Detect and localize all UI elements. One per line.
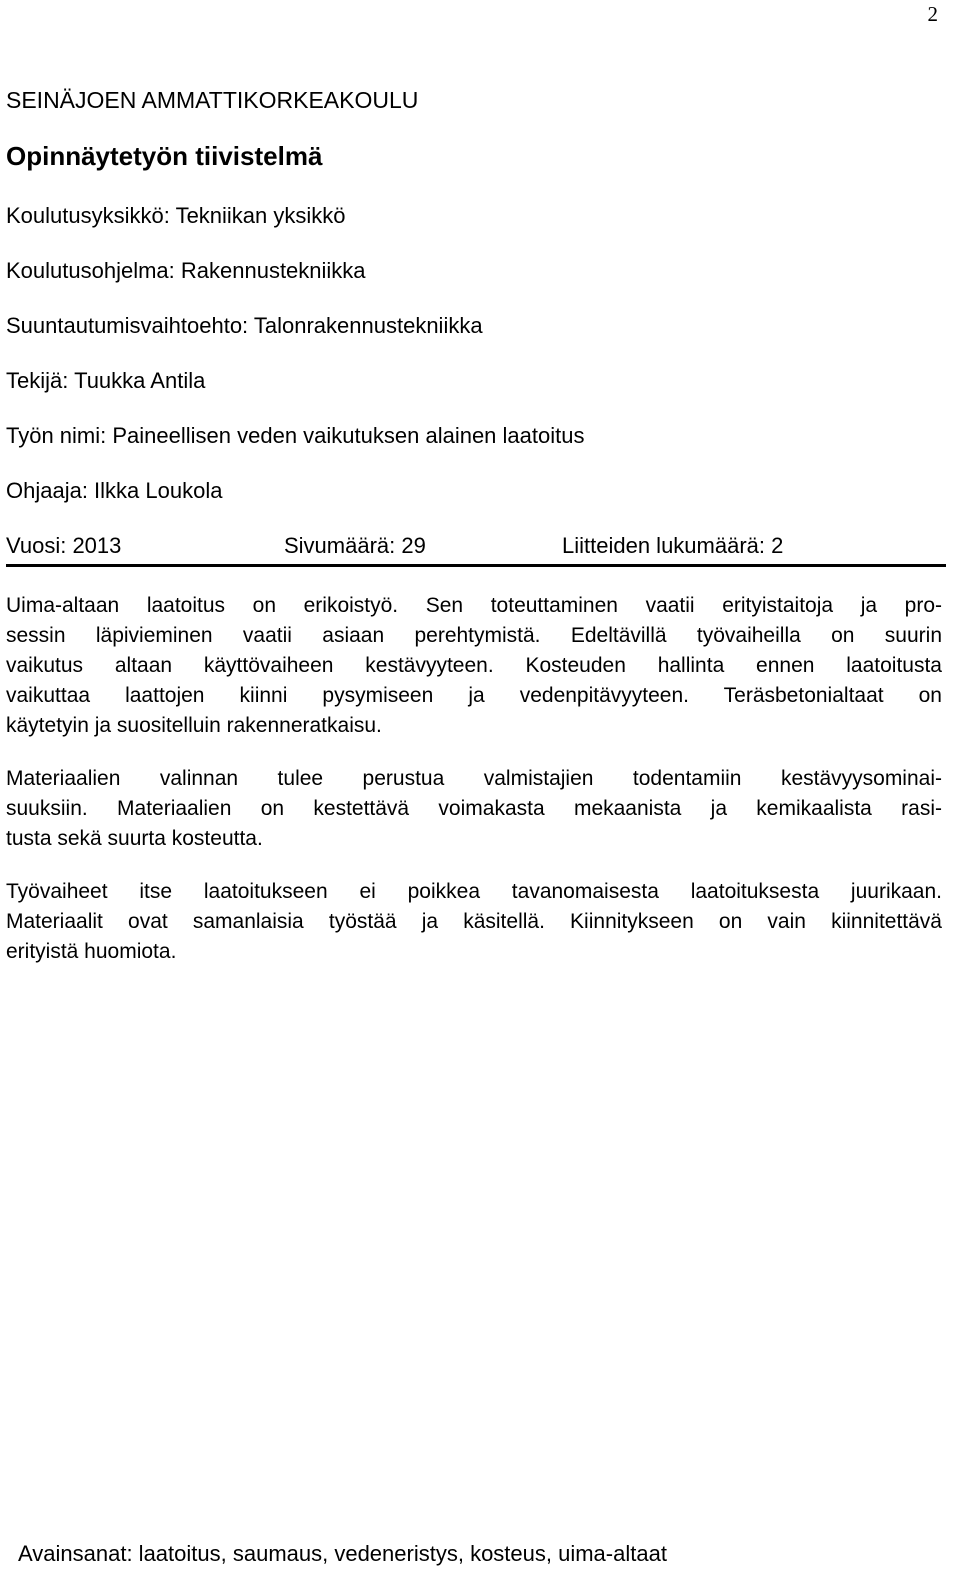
stat-pages: Sivumäärä: 29	[284, 533, 426, 558]
abstract-line: suuksiin. Materiaalien on kestettävä voimakasta mekaanista ja kemikaalista rasi-	[6, 797, 942, 820]
abstract-line: erityistä huomiota.	[6, 940, 177, 963]
abstract-line: vaikutus altaan käyttövaiheen kestävyyteen. Kosteuden hallinta ennen laatoitusta	[6, 654, 942, 677]
keywords: Avainsanat: laatoitus, saumaus, vedeneristys, kosteus, uima-altaat	[18, 1541, 667, 1566]
abstract-line: Materiaalit ovat samanlaisia työstää ja käsitellä. Kiinnitykseen on vain kiinnitettävä	[6, 910, 942, 933]
field-supervisor: Ohjaaja: Ilkka Loukola	[6, 478, 223, 503]
stats-row	[6, 533, 946, 559]
abstract-line: tusta sekä suurta kosteutta.	[6, 827, 263, 850]
field-specialisation: Suuntautumisvaihtoehto: Talonrakennustekniikka	[6, 313, 483, 338]
abstract-line: vaikuttaa laattojen kiinni pysymiseen ja vedenpitävyyteen. Teräsbetonialtaat on	[6, 684, 942, 707]
abstract-line: sessin läpivieminen vaatii asiaan perehtymistä. Edeltävillä työvaiheilla on suurin	[6, 624, 942, 647]
page-number: 2	[927, 2, 938, 26]
stat-appendices: Liitteiden lukumäärä: 2	[562, 533, 784, 558]
field-author: Tekijä: Tuukka Antila	[6, 368, 206, 393]
abstract-paragraph-3	[6, 877, 942, 967]
school-name: SEINÄJOEN AMMATTIKORKEAKOULU	[6, 87, 419, 113]
abstract-paragraph-1	[6, 591, 942, 741]
page-title: Opinnäytetyön tiivistelmä	[6, 141, 323, 171]
abstract-line: Materiaalien valinnan tulee perustua valmistajien todentamiin kestävyysominai-	[6, 767, 942, 790]
field-unit: Koulutusyksikkö: Tekniikan yksikkö	[6, 203, 346, 228]
field-programme: Koulutusohjelma: Rakennustekniikka	[6, 258, 366, 283]
abstract-paragraph-2	[6, 764, 942, 854]
abstract-line: Uima-altaan laatoitus on erikoistyö. Sen toteuttaminen vaatii erityistaitoja ja pro-	[6, 594, 942, 617]
stat-year: Vuosi: 2013	[6, 533, 122, 558]
field-work-name: Työn nimi: Paineellisen veden vaikutuksen alainen laatoitus	[6, 423, 585, 448]
abstract-line: käytetyin ja suositelluin rakenneratkaisu.	[6, 714, 382, 737]
divider-rule	[6, 564, 946, 567]
abstract-line: Työvaiheet itse laatoitukseen ei poikkea tavanomaisesta laatoituksesta juurikaan.	[6, 880, 942, 903]
